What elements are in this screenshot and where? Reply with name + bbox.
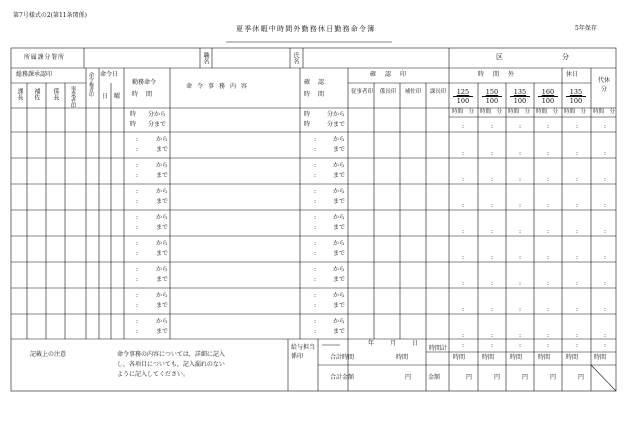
foot-colon: :: [604, 342, 607, 349]
row-k-to: まで: [333, 172, 346, 179]
dept-label: 所属課分署所: [24, 54, 65, 61]
kakaricho-in-label: 係長印: [379, 89, 397, 95]
row-colon-b: :: [136, 224, 139, 231]
time-colon: :: [547, 306, 550, 313]
row-k-colon-a: :: [314, 136, 317, 143]
row-to: まで: [156, 224, 169, 231]
time-colon: :: [547, 332, 550, 339]
foot-colon: :: [576, 342, 579, 349]
row-k-colon-a: :: [314, 292, 317, 299]
year-label: 年: [368, 340, 375, 347]
time-colon: :: [547, 150, 550, 157]
daikyu-label: 代休分: [597, 77, 610, 93]
row-colon-b: :: [136, 250, 139, 257]
time-colon: :: [462, 176, 465, 183]
row-k-from: から: [333, 266, 346, 273]
time-colon: :: [519, 228, 522, 235]
row-to: まで: [156, 172, 169, 179]
row-k-colon-a: :: [314, 188, 317, 195]
hosa-label: 補佐: [33, 88, 40, 100]
total-time-unit: 時間: [396, 354, 409, 361]
row-k-from: から: [333, 188, 346, 195]
time-colon: :: [491, 176, 494, 183]
time-colon: :: [547, 123, 550, 130]
row-k-colon-a: :: [314, 240, 317, 247]
foot-yen: 円: [494, 374, 501, 381]
row-colon-a: :: [136, 188, 139, 195]
foot-colon: :: [491, 342, 494, 349]
row1-k-to: 分まで: [327, 121, 346, 128]
time-colon: :: [604, 306, 607, 313]
row-k-colon-b: :: [314, 198, 317, 205]
rate-160: $\frac{160}{100}$: [538, 88, 558, 105]
row-to: まで: [156, 198, 169, 205]
foot-hours: 時間: [453, 354, 466, 361]
foot-hours: 時間: [482, 354, 495, 361]
time-colon: :: [491, 123, 494, 130]
foot-colon: :: [547, 342, 550, 349]
time-colon: :: [547, 280, 550, 287]
time-colon: :: [604, 176, 607, 183]
row-colon-a: :: [136, 292, 139, 299]
note-body-3: ように記入してください。: [117, 371, 190, 378]
row-k-from: から: [333, 214, 346, 221]
row-to: まで: [156, 146, 169, 153]
row-k-colon-a: :: [314, 266, 317, 273]
foot-hours: 時間: [510, 354, 523, 361]
sokatsu-label: 総務課承認印: [16, 71, 53, 78]
weekday-label: 曜: [114, 93, 121, 100]
time-colon: :: [462, 123, 465, 130]
time-colon: :: [576, 254, 579, 261]
time-colon: :: [491, 150, 494, 157]
row-k-colon-b: :: [314, 146, 317, 153]
row-colon-b: :: [136, 146, 139, 153]
row-k-colon-a: :: [314, 318, 317, 325]
row-k-from: から: [333, 162, 346, 169]
row-from: から: [156, 162, 169, 169]
row-from: から: [156, 188, 169, 195]
row-colon-a: :: [136, 214, 139, 221]
row-k-from: から: [333, 292, 346, 299]
row-colon-b: :: [136, 198, 139, 205]
time-colon: :: [462, 332, 465, 339]
time-colon: :: [491, 202, 494, 209]
retention-label: 5年保存: [575, 25, 597, 32]
category-label: 区: [496, 53, 503, 61]
time-colon: :: [604, 280, 607, 287]
small-time-6: 時間 分: [593, 109, 616, 115]
time-colon: :: [604, 150, 607, 157]
day-label: 日: [102, 93, 109, 100]
foot-yen: 円: [578, 374, 585, 381]
time-colon: :: [519, 123, 522, 130]
note-title: 記載上の注意: [30, 351, 67, 358]
row-colon-a: :: [136, 162, 139, 169]
row-k-to: まで: [333, 250, 346, 257]
row-k-colon-b: :: [314, 276, 317, 283]
foot-colon: :: [462, 342, 465, 349]
time-colon: :: [462, 306, 465, 313]
category2-label: 分: [562, 53, 569, 61]
rate-135: $\frac{135}{100}$: [510, 88, 530, 105]
meireiken-label: 命令権者印: [88, 72, 94, 97]
row-from: から: [156, 240, 169, 247]
row-colon-b: :: [136, 302, 139, 309]
time-colon: :: [576, 123, 579, 130]
row-to: まで: [156, 276, 169, 283]
row-from: から: [156, 266, 169, 273]
time-colon: :: [462, 228, 465, 235]
time-colon: :: [576, 332, 579, 339]
foot-yen: 円: [466, 374, 473, 381]
kakunin-in-label: 確認印: [370, 71, 416, 78]
form-label: 第7号様式の2(第11条関係): [13, 12, 87, 19]
time-colon: :: [576, 306, 579, 313]
time-colon: :: [576, 150, 579, 157]
time-colon: :: [462, 202, 465, 209]
row-k-colon-b: :: [314, 328, 317, 335]
foot-hours: 時間: [538, 354, 551, 361]
row-k-to: まで: [333, 224, 346, 231]
row-from: から: [156, 318, 169, 325]
rate-150: $\frac{150}{100}$: [482, 88, 502, 105]
row1-from: 分から: [148, 111, 167, 118]
kakunin-label: 確認: [304, 79, 333, 86]
time-colon: :: [491, 228, 494, 235]
row-from: から: [156, 292, 169, 299]
time-colon: :: [491, 306, 494, 313]
kacho-label: 課長: [16, 88, 23, 100]
kinmu-meirei-label: 勤務命令: [132, 79, 157, 86]
page-title: 夏季休暇中時間外勤務休日勤務命令簿: [236, 25, 376, 33]
row-k-colon-a: :: [314, 162, 317, 169]
time-colon: :: [519, 254, 522, 261]
row-from: から: [156, 136, 169, 143]
time-colon: :: [547, 176, 550, 183]
small-time-3: 時間 分: [508, 109, 531, 115]
row-k-colon-b: :: [314, 224, 317, 231]
foot-hours: 時間: [594, 354, 607, 361]
row-k-from: から: [333, 240, 346, 247]
note-body-1: 命令事務の内容については，詳細に記入: [117, 351, 225, 358]
time-colon: :: [604, 332, 607, 339]
time-colon: :: [519, 280, 522, 287]
time-colon: :: [576, 228, 579, 235]
row-colon-a: :: [136, 318, 139, 325]
time-colon: :: [547, 254, 550, 261]
row-k-colon-b: :: [314, 250, 317, 257]
row-k-to: まで: [333, 146, 346, 153]
kakaricho-label: 係長: [52, 88, 59, 100]
row-k-from: から: [333, 318, 346, 325]
time-colon: :: [519, 176, 522, 183]
row-k-to: まで: [333, 198, 346, 205]
kyuyo-label: 給与担当係印: [291, 344, 316, 360]
time-colon: :: [491, 254, 494, 261]
time-colon: :: [491, 332, 494, 339]
time-colon: :: [576, 202, 579, 209]
row-k-to: まで: [333, 276, 346, 283]
time-total-label: 時間計: [429, 345, 448, 352]
row-k-colon-b: :: [314, 172, 317, 179]
meireibi-label: 命令日: [100, 71, 119, 78]
row-colon-a: :: [136, 240, 139, 247]
day-label-footer: 日: [412, 340, 419, 347]
jikan-label: 時間: [132, 91, 161, 98]
small-time-4: 時間 分: [536, 109, 559, 115]
time-colon: :: [519, 306, 522, 313]
meirei-naiyo-label: 命令事務内容: [186, 83, 253, 90]
kakunin-time-label: 時間: [304, 91, 333, 98]
month-label: 月: [390, 340, 397, 347]
row-to: まで: [156, 302, 169, 309]
amount-label: 金額: [428, 374, 441, 381]
hosa-in-label: 補佐印: [404, 89, 422, 95]
row1-k-hour-b: 時: [304, 121, 311, 128]
time-colon: :: [519, 150, 522, 157]
row1-hour-b: 時: [130, 121, 137, 128]
small-time-1: 時間 分: [452, 109, 475, 115]
time-colon: :: [547, 202, 550, 209]
time-colon: :: [604, 254, 607, 261]
row-k-to: まで: [333, 328, 346, 335]
time-colon: :: [576, 176, 579, 183]
small-time-2: 時間 分: [480, 109, 503, 115]
time-colon: :: [604, 202, 607, 209]
foot-yen: 円: [522, 374, 529, 381]
rate-125: $\frac{125}{100}$: [453, 88, 473, 105]
time-colon: :: [462, 254, 465, 261]
row-colon-a: :: [136, 266, 139, 273]
time-colon: :: [519, 202, 522, 209]
row-colon-b: :: [136, 276, 139, 283]
row1-hour-a: 時: [130, 111, 137, 118]
row-colon-a: :: [136, 136, 139, 143]
row-k-colon-a: :: [314, 214, 317, 221]
small-time-5: 時間 分: [564, 109, 587, 115]
time-colon: :: [547, 228, 550, 235]
row1-k-hour-a: 時: [304, 111, 311, 118]
total-amount-unit: 円: [405, 374, 412, 381]
row-to: まで: [156, 328, 169, 335]
time-colon: :: [462, 150, 465, 157]
time-colon: :: [604, 228, 607, 235]
name-label: 氏名: [292, 52, 299, 64]
row-k-from: から: [333, 136, 346, 143]
post-label: 職名: [202, 52, 209, 64]
row-k-to: まで: [333, 302, 346, 309]
row-from: から: [156, 214, 169, 221]
time-colon: :: [462, 280, 465, 287]
rate-135b: $\frac{135}{100}$: [566, 88, 586, 105]
time-colon: :: [519, 332, 522, 339]
row1-k-from: 分から: [327, 111, 346, 118]
kyujitsu-label: 休日: [566, 71, 579, 78]
time-colon: :: [604, 123, 607, 130]
row-k-colon-b: :: [314, 302, 317, 309]
jikangai-label: 時間外: [478, 71, 524, 78]
time-colon: :: [576, 280, 579, 287]
row1-to: 分まで: [148, 121, 167, 128]
row-colon-b: :: [136, 172, 139, 179]
jigyosha-label: 事業者印: [69, 86, 76, 108]
foot-colon: :: [519, 342, 522, 349]
time-colon: :: [491, 280, 494, 287]
row-to: まで: [156, 250, 169, 257]
note-body-2: し，各項目についても，記入漏れのない: [117, 361, 225, 368]
kacho-in-label: 課長印: [429, 89, 447, 95]
foot-yen: 円: [550, 374, 557, 381]
total-amount-label: 合計金額: [330, 374, 355, 381]
total-time-label: 合計時間: [330, 354, 355, 361]
row-colon-b: :: [136, 328, 139, 335]
jisshisha-label: 従事者印: [351, 89, 374, 95]
foot-hours: 時間: [566, 354, 579, 361]
